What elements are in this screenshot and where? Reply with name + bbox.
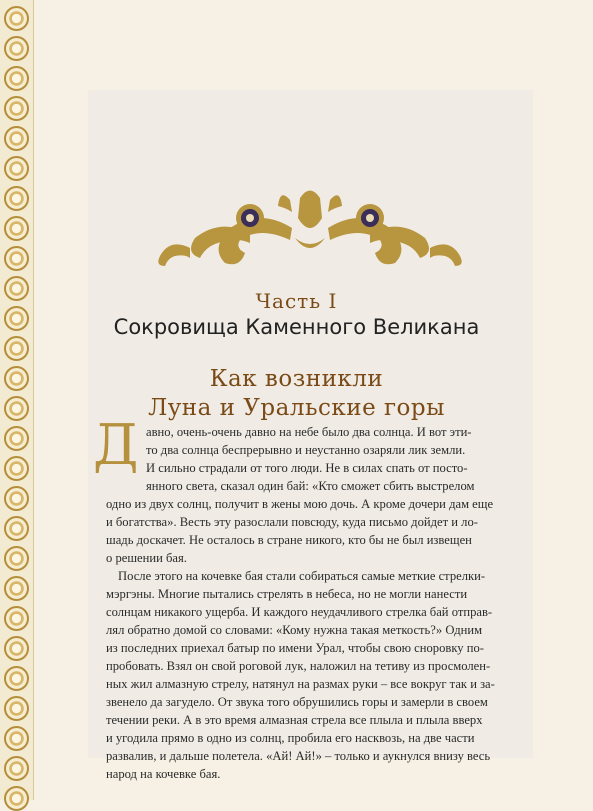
border-ornament-icon — [4, 756, 29, 781]
border-ornament-icon — [4, 726, 29, 751]
border-ornament-icon — [4, 666, 29, 691]
chapter-title-line-2: Луна и Уральские горы — [148, 395, 445, 421]
border-ornament-icon — [4, 156, 29, 181]
border-ornament-icon — [4, 66, 29, 91]
border-ornament-icon — [4, 426, 29, 451]
border-ornament-icon — [4, 6, 29, 31]
border-ornament-icon — [4, 696, 29, 721]
border-ornament-icon — [4, 486, 29, 511]
text-line: из последних приехал батыр по имени Урал, чтобы свою сноровку по- — [106, 641, 484, 655]
text-line: янного света, сказал один бай: «Кто сможет сбить выстрелом — [146, 479, 475, 493]
text-line: мэргэны. Многие пытались стрелять в небеса, но не могли нанести — [106, 587, 468, 601]
border-ornament-icon — [4, 546, 29, 571]
text-line: солнцам никакого ущерба. И каждого неудачливого стрелка бай отправ- — [106, 605, 493, 619]
ornament-icon — [150, 178, 470, 278]
drop-cap: Д — [93, 413, 139, 478]
border-ornament-icon — [4, 786, 29, 811]
text-line: одно из двух солнц, получит в жены мою дочь. А кроме дочери дам еще — [106, 497, 494, 511]
text-line: и угодила прямо в одно из солнц, пробила его насквозь, на две части — [106, 731, 475, 745]
text-line: После этого на кочевке бая стали собираться самые меткие стрелки- — [118, 569, 486, 583]
text-line: развалив, и дальше полетела. «Ай! Ай!» – только и аукнулся внизу весь — [106, 749, 491, 763]
text-line: авно, очень-очень давно на небе было два солнца. И вот эти- — [146, 425, 472, 439]
border-ornament-icon — [4, 576, 29, 601]
border-ornament-icon — [4, 126, 29, 151]
border-ornament-icon — [4, 216, 29, 241]
border-ornament-icon — [4, 516, 29, 541]
border-ornament-icon — [4, 246, 29, 271]
border-ornament-icon — [4, 186, 29, 211]
border-ornament-icon — [4, 636, 29, 661]
text-line: течении реки. А в это время алмазная стрела все плыла и плыла вверх — [106, 713, 483, 727]
part-heading: Часть I — [255, 289, 338, 313]
border-ornament-icon — [4, 606, 29, 631]
text-line: звенело да загудело. От звука того обрушились горы и замерли в своем — [106, 695, 488, 709]
text-line: шадь доскачет. Не осталось в стране никого, кто бы не был извещен — [106, 533, 472, 547]
border-ornament-icon — [4, 456, 29, 481]
text-line: о решении бая. — [106, 551, 187, 565]
border-ornament-icon — [4, 36, 29, 61]
text-line: то два солнца беспрерывно и неустанно озаряли лик земли. — [146, 443, 466, 457]
book-title: Сокровища Каменного Великана — [113, 315, 480, 339]
text-line: пробовать. Взял он свой роговой лук, наложил на тетиву из просмолен- — [106, 659, 491, 673]
border-ornament-icon — [4, 336, 29, 361]
border-ornament-icon — [4, 96, 29, 121]
text-line: ных жил алмазную стрелу, натянул на размах руки – все вокруг так и за- — [106, 677, 495, 691]
text-line: И сильно страдали от того люди. Не в силах спать от посто- — [146, 461, 468, 475]
text-line: и богатства». Весть эту разослали повсюду, куда письмо дойдет и ло- — [106, 515, 478, 529]
chapter-title-line-1: Как возникли — [209, 366, 384, 392]
text-line: народ на кочевке бая. — [106, 767, 221, 781]
text-line: лял обратно домой со словами: «Кому нужна такая меткость?» Одним — [106, 623, 483, 637]
